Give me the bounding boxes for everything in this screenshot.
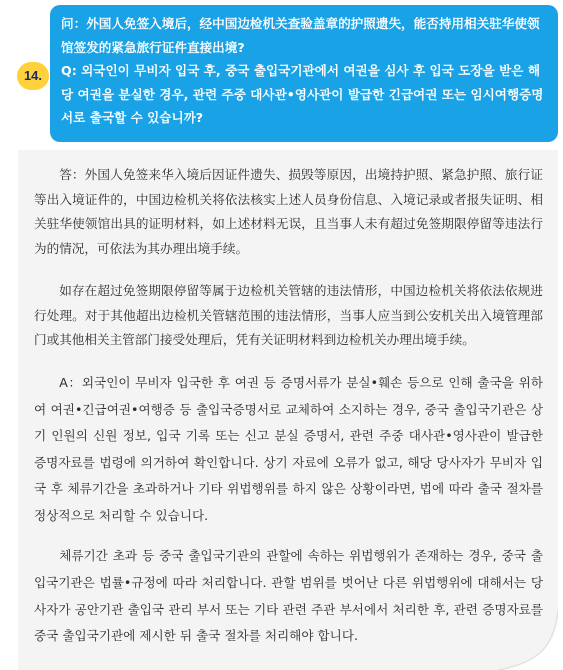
answer-panel — [18, 150, 558, 670]
question-number-badge: 14. — [17, 62, 49, 90]
answer-paragraph-zh-1: 答：外国人免签来华入境后因证件遗失、损毁等原因，出境持护照、紧急护照、旅行证等出入境证件的，中国边检机关将依法核实上述人员身份信息、入境记录或者报失证明、相关驻华使领馆出具的证明材料，如上述材料无误，且当事人未有超过免签期限停留等违法行为的情况，可依法为其办理出境手续。 — [34, 167, 543, 257]
question-text-ko: Q: 외국인이 무비자 입국 후, 중국 출입국기관에서 여권을 심사 후 입국 도장을 받은 해당 여권을 분실한 경우, 관련 주중 대사관•영사관이 발급한 긴급여권 또는 임시여행증명서로 출국할 수 있습니까? — [61, 63, 544, 125]
answer-paragraph-ko-2: 체류기간 초과 등 중국 출입국기관의 관할에 속하는 위법행위가 존재하는 경우, 중국 출입국기관은 법률•규정에 따라 처리합니다. 관할 범위를 벗어난 다른 위법행위에 대해서는 당사자가 공안기관 출입국 관리 부서 또는 기타 관련 주관 부서에서 처리한 후, 관련 증명자료를 중국 출입국기관에 제시한 뒤 출국 절차를 처리해야 합니다. — [34, 548, 543, 644]
question-text-zh: 问：外国人免签入境后，经中国边检机关查验盖章的护照遗失，能否持用相关驻华使领馆签发的紧急旅行证件直接出境? — [61, 16, 540, 55]
answer-paragraph-ko-1: A：외국인이 무비자 입국한 후 여권 등 증명서류가 분실•훼손 등으로 인해 출국을 위하여 여권•긴급여권•여행증 등 출입국증명서로 교체하여 소지하는 경우, 중국 출입국기관은 상기 인원의 신원 정보, 입국 기록 또는 신고 분실 증명서, 관련 주중 대사관•영사관이 발급한 증명자료를 법령에 의거하여 확인합니다. 상기 자료에 오류가 없고, 해당 당사자가 무비자 입국 후 체류기간을 초과하거나 기타 위법행위를 하지 않은 상황이라면, 법에 따라 출국 절차를 정상적으로 처리할 수 있습니다. — [34, 374, 543, 523]
question-card — [50, 5, 558, 142]
answer-paragraph-zh-2: 如存在超过免签期限停留等属于边检机关管辖的违法情形，中国边检机关将依法依规进行处理。对于其他超出边检机关管辖范围的违法情形，当事人应当到公安机关出入境管理部门或其他相关主管部门接受处理后，凭有关证明材料到边检机关办理出境手续。 — [34, 282, 543, 348]
page-curl-decoration — [498, 610, 558, 670]
